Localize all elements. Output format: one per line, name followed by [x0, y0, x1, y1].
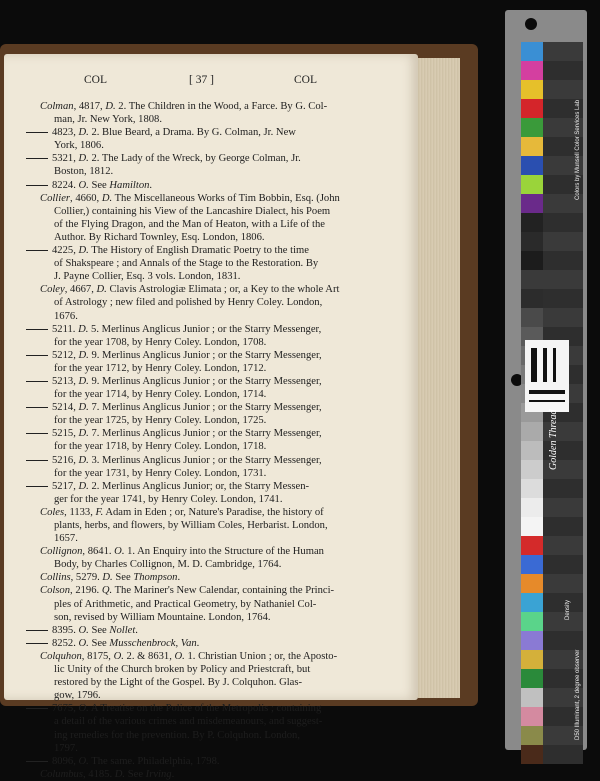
golden-thread-label: Golden Thread [548, 409, 559, 470]
ditto-dash [26, 433, 48, 434]
color-swatch [521, 289, 543, 308]
entry-line: Collier, 4660, D. The Miscellaneous Works of Tim Bobbin, Esq. (John [40, 192, 340, 204]
color-swatch [521, 650, 543, 669]
entry-line: 1797. [54, 742, 78, 754]
entry-line: Colson, 2196. Q. The Mariner's New Calendar, containing the Princi- [40, 585, 335, 597]
color-swatch [521, 726, 543, 745]
density-cell [543, 555, 583, 574]
ditto-dash [26, 329, 48, 330]
entry-line: Collier,) containing his View of the Lancashire Dialect, his Poem [54, 205, 331, 217]
entry-line: for the year 1731, by Henry Coley. London, 1731. [54, 467, 267, 479]
density-cell [543, 517, 583, 536]
running-head-left: COL [84, 74, 107, 86]
color-swatch [521, 270, 543, 289]
entry-line: J. Payne Collier, Esq. 3 vols. London, 1831. [54, 271, 241, 283]
entry-line: plants, herbs, and flowers, by William Coles, Herbarist. London, [54, 520, 328, 531]
golden-thread-scale [525, 340, 569, 412]
entry-line: Collins, 5279. D. See Thompson. [40, 572, 181, 584]
page-number: [ 37 ] [189, 74, 214, 86]
density-cell [543, 308, 583, 327]
color-swatch [521, 99, 543, 118]
target-label-bottom: D50 Illuminant, 2 degree observer [575, 649, 581, 740]
entry-line: 4823, D. 2. Blue Beard, a Drama. By G. Colman, Jr. New [40, 126, 374, 139]
entry-line: York, 1806. [54, 140, 104, 152]
color-swatch [521, 42, 543, 61]
density-cell [543, 251, 583, 270]
color-swatch [521, 156, 543, 175]
page-edges [418, 58, 460, 698]
book-page [4, 54, 418, 780]
color-swatch [521, 688, 543, 707]
entry-line: 5212, D. 9. Merlinus Anglicus Junior ; or the Starry Messenger, [40, 349, 374, 362]
entry-line: of Astrology ; new filed and polished by Henry Coley. London, [54, 297, 323, 309]
target-label-density: Density [565, 599, 571, 620]
color-swatch [521, 61, 543, 80]
entry-line: for the year 1708, by Henry Coley. London, 1708. [54, 336, 267, 348]
ditto-dash [26, 381, 48, 382]
entry-line: 5217, D. 2. Merlinus Anglicus Junior; or, the Starry Messen- [40, 480, 374, 493]
entry-line: Columbus, 4185. D. See Irving. [40, 768, 175, 780]
color-swatch [521, 460, 543, 479]
catalog-sub-entry [40, 624, 374, 637]
color-swatch [521, 612, 543, 631]
color-swatch [521, 669, 543, 688]
entry-line: 5321, D. 2. The Lady of the Wreck, by George Colman, Jr. [40, 152, 374, 165]
density-cell [543, 61, 583, 80]
entry-line: 1657. [54, 533, 78, 545]
entry-line: for the year 1712, by Henry Coley. London, 1712. [54, 362, 267, 374]
catalog-sub-entry [40, 702, 374, 754]
entry-line: 8252. O. See Musschenbrock, Van. [40, 637, 374, 650]
entry-line: Coley, 4667, D. Clavis Astrologiæ Elimata ; or, a Key to the whole Art [40, 284, 340, 296]
target-hole-top [525, 18, 537, 30]
entry-line: son, revised by William Mountaine. London, 1764. [54, 611, 271, 623]
catalog-sub-entry [40, 755, 374, 768]
color-swatch [521, 232, 543, 251]
catalog-sub-entry [40, 480, 374, 506]
color-swatch [521, 593, 543, 612]
entry-line: Colman, 4817, D. 2. The Children in the Wood, a Farce. By G. Col- [40, 101, 328, 112]
entry-line: of Shakspeare ; and Annals of the Stage to the Restoration. By [54, 258, 319, 270]
entry-line: ing remedies for the prevention. By P. Colquhon. London, [54, 729, 300, 741]
catalog-entry [40, 768, 374, 781]
density-cell [543, 289, 583, 308]
entry-line: gow, 1796. [54, 690, 101, 702]
color-swatch [521, 308, 543, 327]
color-swatch [521, 536, 543, 555]
entry-line: Boston, 1812. [54, 166, 114, 178]
entry-line: of the Flying Dragon, and the Man of Heaton, with a Life of the [54, 218, 325, 230]
catalog-entry [40, 650, 374, 702]
entry-line: restored by the Light of the Gospel. By J. Colquhon. Glas- [54, 677, 303, 689]
catalog-sub-entry [40, 244, 374, 283]
color-swatch [521, 631, 543, 650]
catalog-entry [40, 283, 374, 322]
catalog-entry [40, 571, 374, 584]
color-swatch [521, 498, 543, 517]
ditto-dash [26, 250, 48, 251]
catalog-entry [40, 100, 374, 126]
density-cell [543, 631, 583, 650]
catalog-sub-entry [40, 637, 374, 650]
entry-line: Colquhon, 8175, O. 2. & 8631, O. 1. Christian Union ; or, the Aposto- [40, 650, 338, 662]
entry-line: 8096, O. The same. Philadelphia, 1798. [40, 755, 374, 768]
density-cell [543, 479, 583, 498]
color-swatch [521, 118, 543, 137]
ditto-dash [26, 355, 48, 356]
density-cell [543, 536, 583, 555]
color-swatch [521, 745, 543, 764]
ditto-dash [26, 158, 48, 159]
density-cell [543, 42, 583, 61]
catalog-entries [40, 100, 374, 781]
color-swatch [521, 213, 543, 232]
catalog-entry [40, 584, 374, 623]
entry-line: 5214, D. 7. Merlinus Anglicus Junior ; or the Starry Messenger, [40, 401, 374, 414]
ditto-dash [26, 407, 48, 408]
ditto-dash [26, 643, 48, 644]
density-cell [543, 80, 583, 99]
target-label-top: Colors by Munsell Color Services Lab [575, 99, 581, 200]
catalog-sub-entry [40, 401, 374, 427]
density-cell [543, 745, 583, 764]
color-swatch [521, 441, 543, 460]
density-cell [543, 270, 583, 289]
entry-line: 4225, D. The History of English Dramatic Poetry to the time [40, 244, 374, 257]
ditto-dash [26, 708, 48, 709]
entry-line: ples of Arithmetic, and Practical Geometry, by Nathaniel Col- [54, 598, 317, 610]
ditto-dash [26, 185, 48, 186]
entry-line: 5216, D. 3. Merlinus Anglicus Junior ; or the Starry Messenger, [40, 454, 374, 467]
catalog-sub-entry [40, 179, 374, 192]
color-swatch [521, 574, 543, 593]
color-swatch [521, 251, 543, 270]
catalog-sub-entry [40, 427, 374, 453]
ditto-dash [26, 460, 48, 461]
catalog-entry [40, 545, 374, 571]
entry-line: for the year 1725, by Henry Coley. London, 1725. [54, 415, 267, 427]
color-swatch [521, 137, 543, 156]
ditto-dash [26, 630, 48, 631]
density-cell [543, 574, 583, 593]
ditto-dash [26, 132, 48, 133]
entry-line: 1676. [54, 310, 78, 322]
catalog-entry [40, 192, 374, 244]
catalog-sub-entry [40, 349, 374, 375]
density-cell [543, 232, 583, 251]
entry-line: for the year 1714, by Henry Coley. London, 1714. [54, 389, 267, 401]
entry-line: 5215, D. 7. Merlinus Anglicus Junior ; or the Starry Messenger, [40, 427, 374, 440]
catalog-sub-entry [40, 126, 374, 152]
color-swatch [521, 80, 543, 99]
density-cell [543, 213, 583, 232]
entry-line: 5213, D. 9. Merlinus Anglicus Junior ; or the Starry Messenger, [40, 375, 374, 388]
catalog-entry [40, 506, 374, 545]
density-cell [543, 498, 583, 517]
entry-line: for the year 1718, by Henry Coley. London, 1718. [54, 441, 267, 453]
color-swatch [521, 707, 543, 726]
running-head-right: COL [294, 74, 317, 86]
density-cell [543, 612, 583, 631]
entry-line: lic Unity of the Church broken by Policy and Priestcraft, but [54, 664, 311, 676]
catalog-sub-entry [40, 454, 374, 480]
color-swatch [521, 422, 543, 441]
color-swatch [521, 555, 543, 574]
entry-line: Body, by Charles Collignon, M. D. Cambridge, 1764. [54, 559, 282, 571]
entry-line: a detail of the various crimes and misdemeanours, and suggest- [54, 716, 323, 728]
ditto-dash [26, 761, 48, 762]
entry-line: man, Jr. New York, 1808. [54, 114, 163, 126]
entry-line: ger for the year 1741, by Henry Coley. London, 1741. [54, 493, 283, 505]
color-swatch [521, 479, 543, 498]
color-swatch [521, 175, 543, 194]
color-swatch [521, 194, 543, 213]
entry-line: Collignon, 8641. O. 1. An Enquiry into the Structure of the Human [40, 546, 324, 558]
catalog-sub-entry [40, 375, 374, 401]
entry-line: 7675, O. A Treatise on the Police of the Metropolis ; containing [40, 702, 374, 715]
color-swatch [521, 517, 543, 536]
density-cell [543, 593, 583, 612]
entry-line: 8224. O. See Hamilton. [40, 179, 374, 192]
catalog-sub-entry [40, 152, 374, 178]
entry-line: Coles, 1133, F. Adam in Eden ; or, Nature's Paradise, the history of [40, 506, 324, 518]
ditto-dash [26, 486, 48, 487]
entry-line: Author. By Richard Townley, Esq. London, 1806. [54, 231, 265, 243]
catalog-sub-entry [40, 323, 374, 349]
entry-line: 8395. O. See Nollet. [40, 624, 374, 637]
entry-line: 5211. D. 5. Merlinus Anglicus Junior ; or the Starry Messenger, [40, 323, 374, 336]
